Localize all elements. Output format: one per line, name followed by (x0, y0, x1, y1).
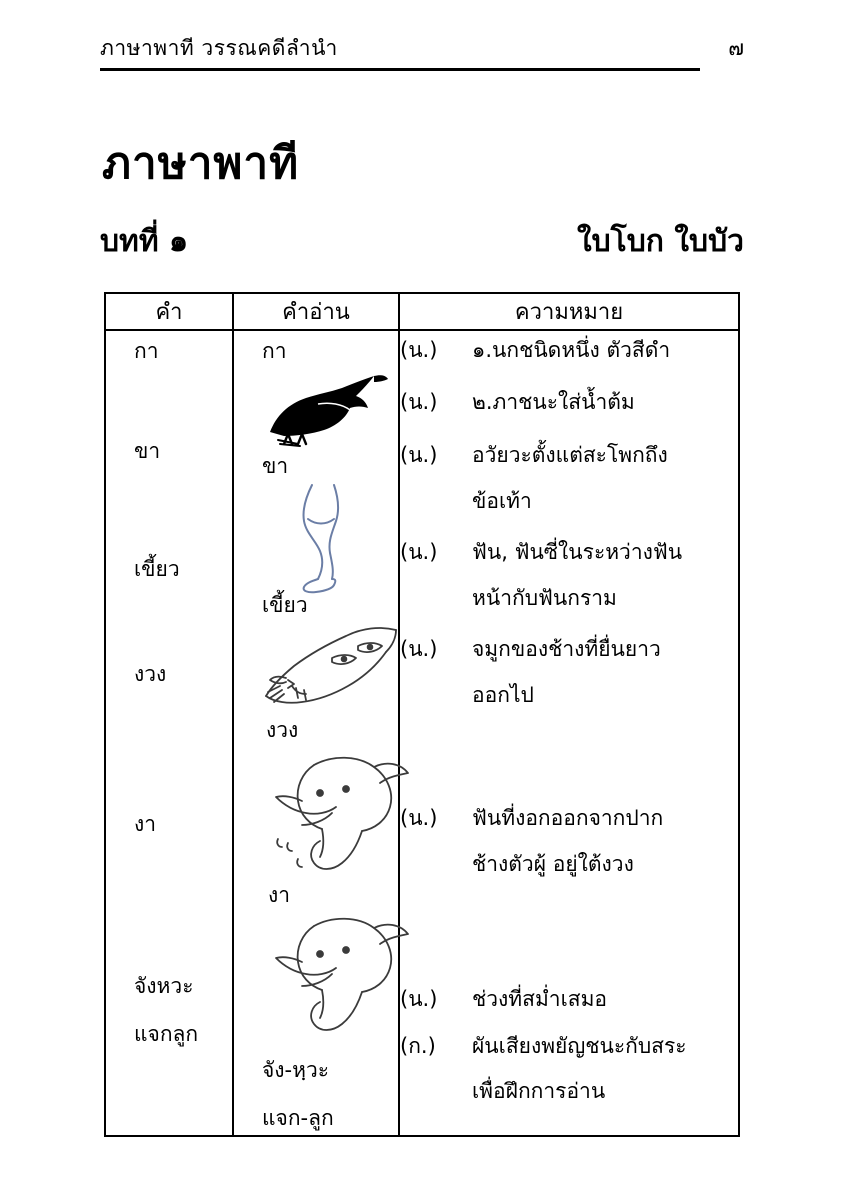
page-number: ๗ (728, 36, 744, 60)
meaning-text: ผันเสียงพยัญชนะกับสระ (472, 1033, 687, 1058)
meaning-nguang-cont: ออกไป (472, 682, 534, 707)
part-of-speech: (ก.) (400, 1033, 436, 1058)
leg-illustration (268, 483, 388, 593)
part-of-speech: (น.) (400, 540, 438, 564)
part-of-speech: (น.) (400, 987, 438, 1011)
running-header-title: ภาษาพาที วรรณคดีลำนำ (100, 36, 338, 60)
table-header (105, 293, 739, 330)
meaning-ka-2 (400, 387, 738, 419)
word-nguang: งวง (134, 662, 167, 686)
crow-illustration (258, 370, 388, 448)
table-header-row (105, 293, 739, 330)
meaning-kha-cont: ข้อเท้า (472, 488, 532, 513)
meaning-chaekluk (400, 1031, 738, 1063)
page-title: ภาษาพาที (102, 138, 300, 189)
column-header-word: คำ (105, 293, 233, 330)
word-chaekluk: แจกลูก (134, 1022, 199, 1046)
meaning-nga-cont: ช้างตัวผู้ อยู่ใต้งวง (472, 851, 634, 876)
word-khiao: เขี้ยว (134, 557, 180, 581)
reading-khiao: เขี้ยว (262, 593, 308, 617)
meaning-khiao (400, 537, 738, 569)
meaning-text: อวัยวะตั้งแต่สะโพกถึง (472, 443, 668, 467)
meaning-text: จมูกของช้างที่ยื่นยาว (472, 637, 661, 661)
word-ka: กา (134, 339, 159, 363)
word-nga: งา (134, 812, 157, 836)
meaning-chaekluk-cont: เพื่อฝึกการอ่าน (472, 1079, 606, 1103)
chapter-topic: ใบโบก ใบบัว (576, 224, 744, 259)
running-header (100, 32, 744, 65)
word-column-cell (105, 330, 233, 1136)
meaning-text: ช่วงที่สม่ำเสมอ (472, 987, 608, 1011)
word-kha: ขา (134, 439, 161, 463)
word-changwa: จังหวะ (134, 974, 194, 998)
elephant-tusk-illustration (262, 908, 412, 1048)
reading-nguang: งวง (266, 718, 299, 742)
meaning-kha (400, 440, 738, 472)
elephant-trunk-illustration (262, 747, 412, 887)
part-of-speech: (น.) (400, 806, 438, 830)
table-row (105, 330, 739, 1136)
meaning-nguang (400, 634, 738, 666)
vocabulary-table (104, 292, 740, 1137)
meaning-column-cell (399, 330, 739, 1136)
part-of-speech: (น.) (400, 389, 438, 414)
meaning-khiao-cont: หน้ากับฟันกราม (472, 585, 617, 610)
meaning-changwa (400, 984, 738, 1016)
reading-changwa: จัง-หฺวะ (262, 1058, 330, 1082)
reading-ka: กา (262, 339, 287, 363)
part-of-speech: (น.) (400, 443, 438, 467)
column-header-reading: คำอ่าน (233, 293, 399, 330)
table-body (105, 330, 739, 1136)
reading-nga: งา (268, 883, 291, 907)
chapter-label: บทที่ ๑ (100, 224, 189, 259)
tiger-head-illustration (262, 624, 402, 716)
reading-kha: ขา (262, 454, 289, 478)
meaning-ka-1 (400, 335, 738, 367)
part-of-speech: (น.) (400, 338, 438, 362)
header-divider (100, 68, 700, 71)
reading-chaekluk: แจก-ลูก (262, 1106, 334, 1130)
meaning-text: ฟัน, ฟันซี่ในระหว่างฟัน (472, 540, 683, 564)
meaning-text: ๒.ภาชนะใส่น้ำต้ม (472, 389, 635, 414)
meaning-nga (400, 803, 738, 835)
part-of-speech: (น.) (400, 637, 438, 661)
chapter-heading (100, 218, 744, 265)
meaning-text: ฟันที่งอกออกจากปาก (472, 806, 664, 830)
column-header-meaning: ความหมาย (399, 293, 739, 330)
meaning-text: ๑.นกชนิดหนึ่ง ตัวสีดำ (472, 338, 671, 362)
reading-column-cell (233, 330, 399, 1136)
